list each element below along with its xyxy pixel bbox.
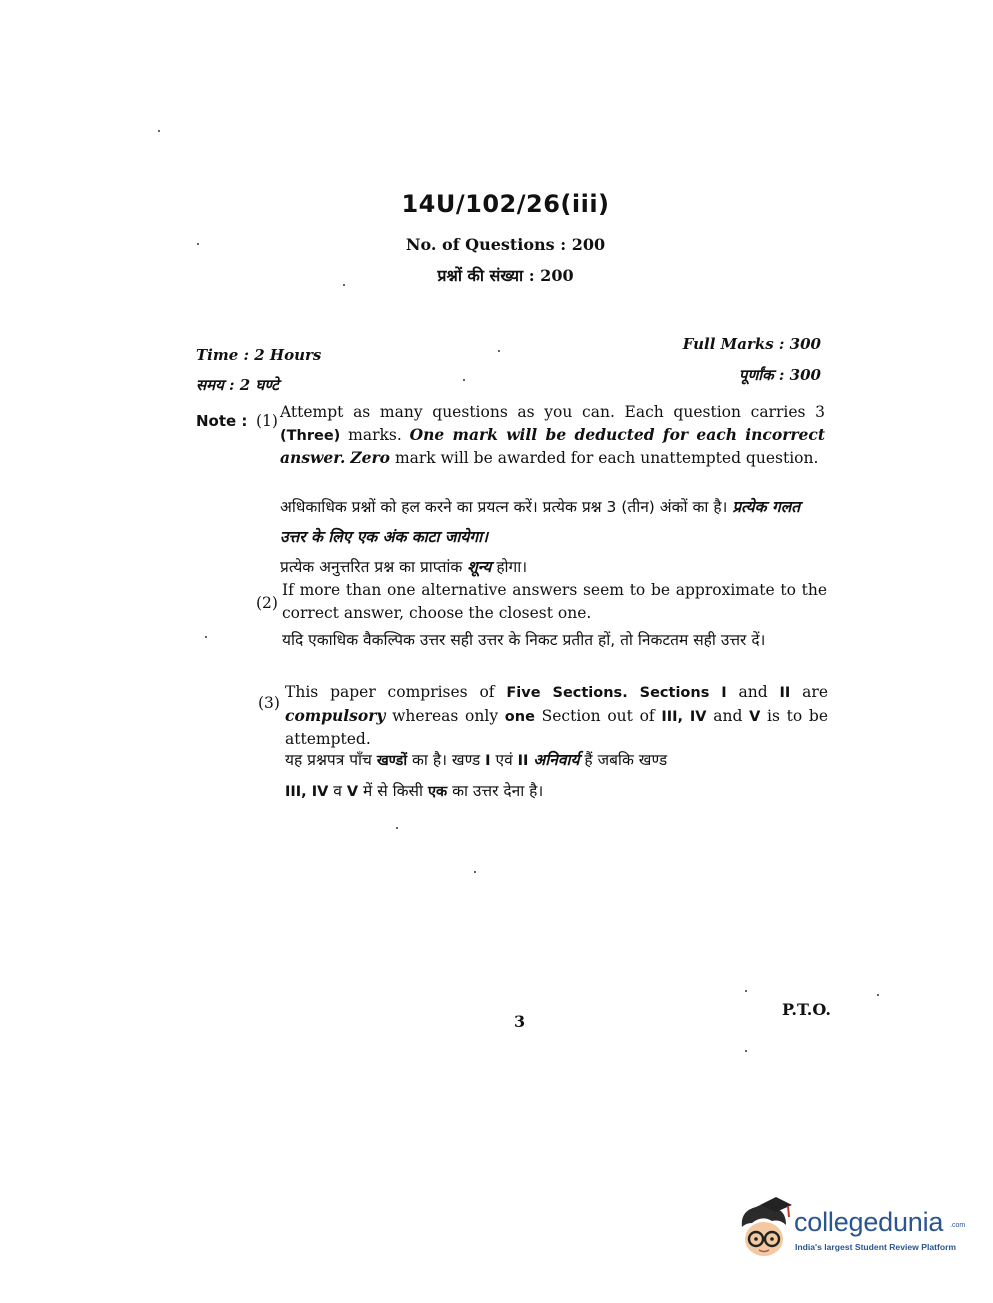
note-3-en-bold: III, IV bbox=[661, 708, 707, 725]
note-3-hi-bold: I bbox=[485, 753, 491, 769]
paper-code: 14U/102/26(iii) bbox=[401, 190, 610, 218]
note-3-hindi bbox=[285, 745, 833, 807]
scan-speck bbox=[158, 130, 160, 132]
note-3-en-part: is to be attempted. bbox=[285, 706, 829, 748]
note-1-hi-part: होगा। bbox=[496, 558, 528, 576]
note-3-hi-compulsory: अनिवार्य bbox=[533, 751, 580, 769]
note-1-hi-zero: शून्य bbox=[467, 558, 492, 576]
note-1-en-emphasis: One mark will be deducted for each incorrect answer. bbox=[280, 424, 826, 467]
note-1-en-part: marks. bbox=[348, 425, 402, 444]
scan-speck bbox=[745, 1050, 747, 1052]
note-1-hindi bbox=[280, 492, 828, 582]
note-1-en-part: mark will be awarded for each unattempted question. bbox=[394, 449, 819, 467]
time-english: Time : 2 Hours bbox=[196, 346, 322, 364]
note-1-hi-part: प्रत्येक अनुत्तरित प्रश्न का प्राप्तांक bbox=[280, 558, 463, 576]
scan-speck bbox=[498, 350, 500, 352]
note-3-hi-bold: III, IV bbox=[285, 784, 329, 800]
mascot-icon bbox=[736, 1197, 796, 1267]
note-3-en-bold: one bbox=[504, 708, 535, 725]
time-hindi: समय : 2 घण्टे bbox=[196, 376, 279, 394]
scan-speck bbox=[463, 379, 465, 381]
note-3-en-bold: II bbox=[779, 685, 791, 701]
note-1-en-zero: Zero bbox=[350, 448, 391, 467]
scan-speck bbox=[205, 636, 207, 638]
page-number: 3 bbox=[514, 1012, 526, 1031]
note-3-en-part: whereas only bbox=[392, 706, 499, 725]
note-3-hi-part: एवं bbox=[495, 751, 513, 769]
note-1-en-bold: (Three) bbox=[280, 427, 341, 444]
note-label: Note : bbox=[196, 412, 248, 430]
note-3-hi-bold: V bbox=[346, 784, 359, 800]
note-3-hi-part: में से किसी bbox=[363, 782, 424, 800]
note-3-hi-part: का है। खण्ड bbox=[412, 751, 481, 769]
note-2-number: (2) bbox=[256, 594, 278, 612]
logo-brand-text: collegedunia bbox=[794, 1207, 944, 1237]
note-3-en-bold: Five Sections. Sections I bbox=[506, 685, 727, 701]
note-3-number: (3) bbox=[258, 694, 280, 712]
scan-speck bbox=[396, 827, 398, 829]
note-2-english: If more than one alternative answers seem to be approximate to the correct answer, choose the closest one. bbox=[282, 581, 827, 622]
full-marks-hindi: पूर्णांक : 300 bbox=[738, 366, 821, 384]
note-3-en-part: and bbox=[713, 706, 743, 725]
note-3-hi-bold: खण्डों bbox=[376, 753, 408, 769]
note-1-en-part: Attempt as many questions as you can. Each question carries 3 bbox=[280, 403, 825, 421]
scan-speck bbox=[474, 871, 476, 873]
note-3-hi-bold: II bbox=[517, 753, 529, 769]
note-3-en-part: This paper comprises of bbox=[285, 683, 495, 701]
scan-speck bbox=[745, 990, 747, 992]
note-3-en-part: Section out of bbox=[541, 706, 655, 725]
note-1-english bbox=[280, 401, 825, 470]
note-3-en-part: and bbox=[738, 683, 768, 701]
note-3-hi-part: का उत्तर देना है। bbox=[452, 782, 544, 800]
question-count-hindi: प्रश्नों की संख्या : 200 bbox=[437, 266, 574, 285]
question-count-english: No. of Questions : 200 bbox=[405, 235, 606, 254]
note-3-hi-bold: एक bbox=[427, 784, 448, 800]
note-3-english bbox=[285, 681, 828, 751]
full-marks-english: Full Marks : 300 bbox=[682, 335, 821, 353]
scan-speck bbox=[877, 994, 879, 996]
note-3-hi-part: व bbox=[333, 782, 342, 800]
note-1-hi-emphasis: प्रत्येक गलत उत्तर के लिए एक अंक काटा जायेगा। bbox=[280, 498, 801, 546]
note-3-hi-part: हैं जबकि खण्ड bbox=[584, 751, 668, 769]
pto-label: P.T.O. bbox=[782, 1000, 831, 1019]
note-1-hi-part: अधिकाधिक प्रश्नों को हल करने का प्रयत्न करें। प्रत्येक प्रश्न 3 (तीन) अंकों का है। bbox=[280, 498, 728, 516]
logo-domain-suffix: .com bbox=[950, 1222, 966, 1229]
logo-tagline: India's largest Student Review Platform bbox=[795, 1242, 957, 1252]
note-3-en-part: are bbox=[802, 683, 828, 701]
note-3-en-compulsory: compulsory bbox=[285, 705, 386, 725]
note-3-hi-part: यह प्रश्नपत्र पाँच bbox=[285, 751, 372, 769]
note-1-number: (1) bbox=[256, 412, 278, 430]
note-3-en-bold: V bbox=[749, 708, 761, 725]
note-2-hindi: यदि एकाधिक वैकल्पिक उत्तर सही उत्तर के निकट प्रतीत हों, तो निकटतम सही उत्तर दें। bbox=[282, 631, 766, 649]
